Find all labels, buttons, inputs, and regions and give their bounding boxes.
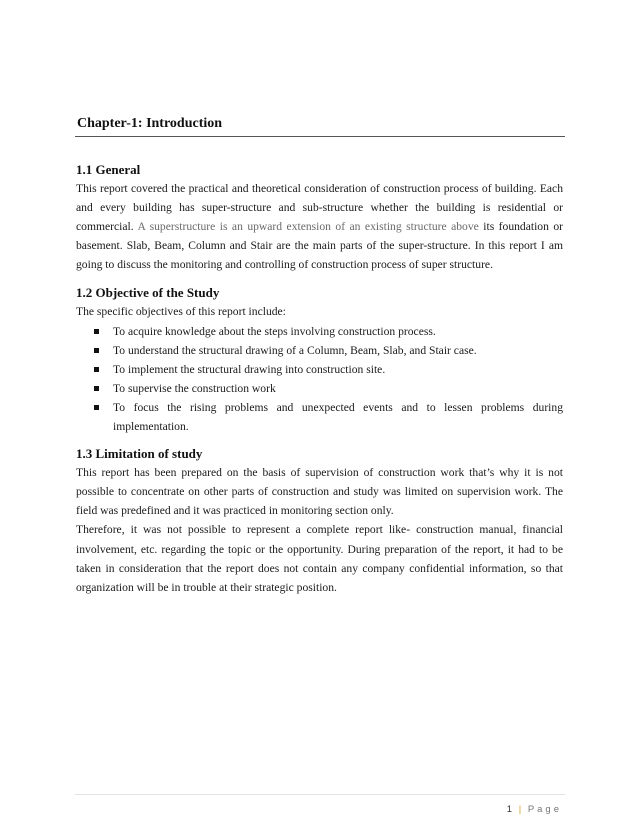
general-text-a: This report covered the practical and theoretical consideration of construction process of building. Each and every building has super-structure and sub-structure whether the building is residential or commercial. — [76, 182, 563, 234]
list-item: To focus the rising problems and unexpected events and to lessen problems during implementation. — [76, 398, 563, 436]
square-bullet-icon — [94, 367, 99, 372]
section-objective-title: 1.2 Objective of the Study — [76, 285, 220, 301]
list-item: To implement the structural drawing into construction site. — [76, 360, 563, 379]
footer-separator: | — [518, 804, 523, 815]
page-number: 1 — [506, 804, 514, 815]
square-bullet-icon — [94, 348, 99, 353]
page-footer — [507, 804, 562, 815]
footer-divider — [75, 794, 565, 795]
chapter-divider — [75, 136, 565, 137]
section-general-title: 1.1 General — [76, 162, 141, 177]
chapter-title: Chapter-1: Introduction — [77, 116, 223, 131]
list-item: To supervise the construction work — [76, 379, 563, 398]
list-item: To acquire knowledge about the steps involving construction process. — [76, 322, 563, 341]
general-text-b: its foundation or basement. Slab, Beam, Column and Stair are the main parts of the super-structure. In this report I am going to discuss the monitoring and controlling of construction process of super structure. — [76, 220, 563, 272]
general-text-highlight: A superstructure is an upward extension of an existing structure above — [137, 220, 479, 234]
square-bullet-icon — [94, 329, 99, 334]
square-bullet-icon — [94, 405, 99, 410]
objective-intro: The specific objectives of this report include: — [76, 305, 286, 319]
square-bullet-icon — [94, 386, 99, 391]
document-body — [76, 160, 563, 597]
page-label: Page — [527, 804, 562, 815]
list-item: To understand the structural drawing of a Column, Beam, Slab, and Stair case. — [76, 341, 563, 360]
section-limitation-title: 1.3 Limitation of study — [76, 446, 203, 462]
limitation-paragraph-2: Therefore, it was not possible to represent a complete report like- construction manual, financial involvement, etc. regarding the topic or the opportunity. During preparation of the report, it had to be taken in consideration that the report does not contain any company confidential information, so that organization will be in trouble at their strategic position. — [76, 523, 563, 594]
section-general-text — [76, 179, 563, 274]
limitation-paragraph-1: This report has been prepared on the basis of supervision of construction work that’s why it is not possible to concentrate on other parts of construction and study was limited on supervision work. The field was predefined and it was practiced in monitoring section only. — [76, 466, 563, 518]
objective-list — [76, 322, 563, 437]
